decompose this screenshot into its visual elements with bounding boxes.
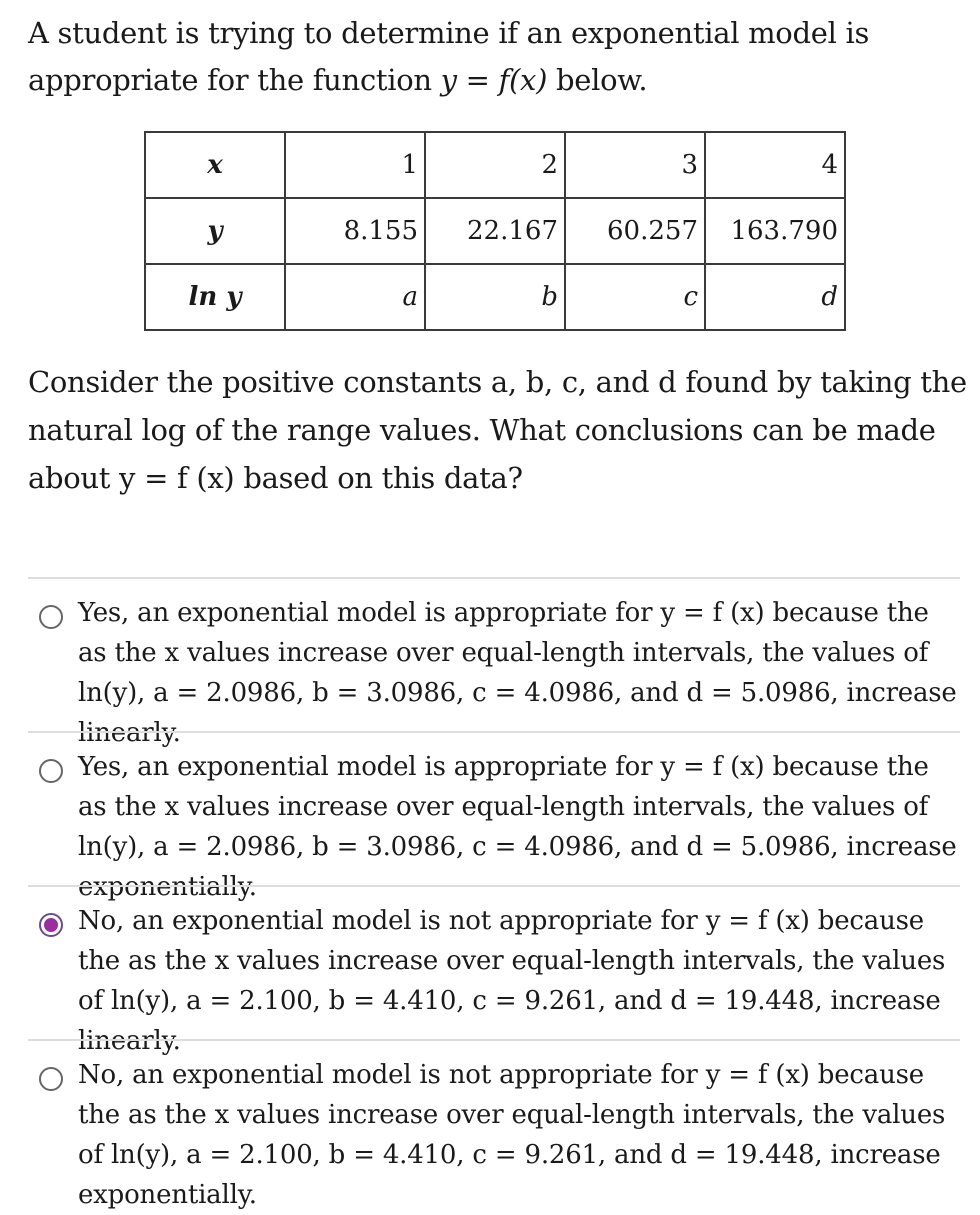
table-cell-y3: 60.257 (565, 198, 705, 264)
intro-text-part2: below. (547, 63, 648, 97)
radio-button-1[interactable] (39, 605, 63, 629)
answer-option-3[interactable] (28, 885, 960, 1056)
table-cell-x4: 4 (705, 132, 845, 198)
intro-function: y = f(x) (440, 63, 548, 97)
table-cell-x1: 1 (285, 132, 425, 198)
table-cell-y4: 163.790 (705, 198, 845, 264)
answer-options (28, 577, 960, 1210)
answer-option-2-text[interactable]: Yes, an exponential model is appropriate for y = f (x) because the as the x values increase over equal-length intervals, the values of ln(y), a = 2.0986, b = 3.0986, c = 4.0986, and d = 5.0986, increase exponentially. (78, 752, 957, 902)
question-intro (28, 10, 968, 104)
answer-option-1[interactable] (28, 577, 960, 748)
table-cell-lny3: c (565, 264, 705, 330)
table-header-y: y (145, 198, 285, 264)
table-cell-y2: 22.167 (425, 198, 565, 264)
table-cell-lny2: b (425, 264, 565, 330)
table-cell-lny4: d (705, 264, 845, 330)
table-cell-x2: 2 (425, 132, 565, 198)
answer-option-4[interactable] (28, 1039, 960, 1210)
question-text: Consider the positive constants a, b, c, and d found by taking the natural log of the range values. What conclusions can be made about y = f (x) based on this data? (28, 365, 967, 495)
data-table (144, 131, 846, 331)
answer-option-4-text[interactable]: No, an exponential model is not appropriate for y = f (x) because the as the x values increase over equal-length intervals, the values of ln(y), a = 2.100, b = 4.410, c = 9.261, and d = 19.448, increase exponentially. (78, 1060, 946, 1210)
table-row-y (145, 198, 845, 264)
table-cell-x3: 3 (565, 132, 705, 198)
table-header-lny: ln y (145, 264, 285, 330)
table-row-lny (145, 264, 845, 330)
table-cell-lny1: a (285, 264, 425, 330)
radio-button-2[interactable] (39, 759, 63, 783)
radio-button-4[interactable] (39, 1067, 63, 1091)
table-header-x: x (145, 132, 285, 198)
answer-option-3-text[interactable]: No, an exponential model is not appropriate for y = f (x) because the as the x values increase over equal-length intervals, the values of ln(y), a = 2.100, b = 4.410, c = 9.261, and d = 19.448, increase linearly. (78, 906, 946, 1056)
table-cell-y1: 8.155 (285, 198, 425, 264)
answer-option-2[interactable] (28, 731, 960, 902)
radio-button-3-selected[interactable] (39, 913, 63, 937)
intro-text-part1: A student is trying to determine if an exponential model is appropriate for the function (28, 16, 870, 97)
answer-option-1-text[interactable]: Yes, an exponential model is appropriate for y = f (x) because the as the x values increase over equal-length intervals, the values of ln(y), a = 2.0986, b = 3.0986, c = 4.0986, and d = 5.0986, increase linearly. (78, 598, 957, 748)
table-row-x (145, 132, 845, 198)
